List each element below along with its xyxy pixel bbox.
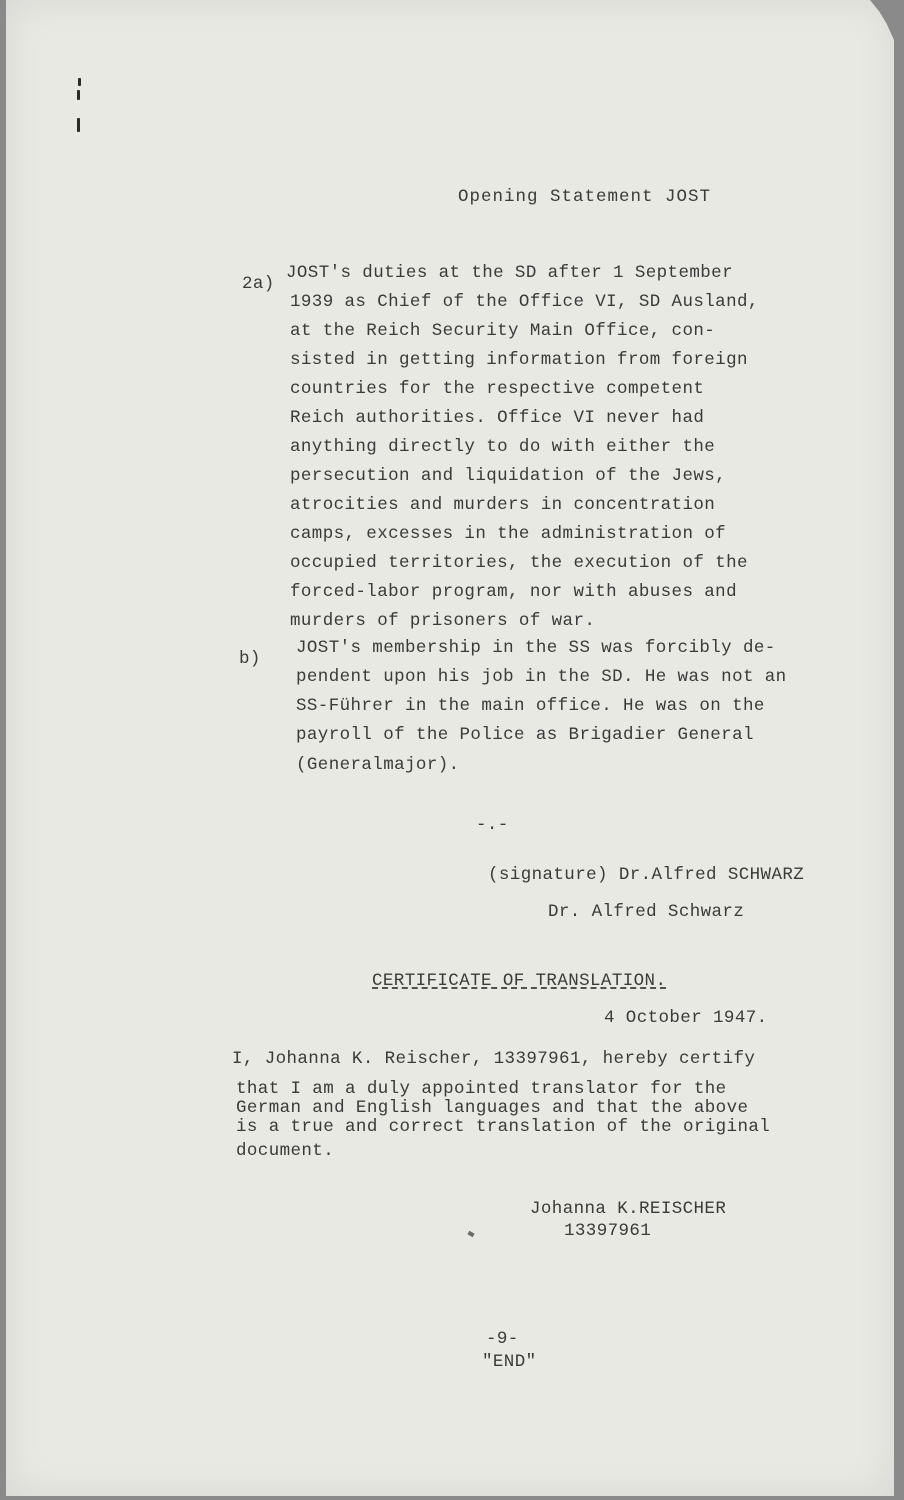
signature-name: Dr. Alfred Schwarz [548, 902, 745, 922]
hole-punch-mark [78, 78, 81, 86]
body-line: persecution and liquidation of the Jews, [290, 466, 727, 486]
body-line: anything directly to do with either the [290, 437, 716, 457]
page-number: -9- [486, 1329, 519, 1349]
body-line: occupied territories, the execution of the [290, 553, 748, 573]
ink-smudge [467, 1231, 474, 1237]
body-line: atrocities and murders in concentration [290, 495, 716, 515]
body-line: at the Reich Security Main Office, con- [290, 321, 716, 341]
translator-number: 13397961 [564, 1221, 652, 1241]
body-line: JOST's membership in the SS was forcibly de- [296, 638, 776, 658]
body-line: sisted in getting information from foreign [290, 350, 748, 370]
body-line: (Generalmajor). [296, 755, 460, 775]
section-a-label: 2a) [242, 274, 275, 294]
section-separator: -.- [476, 815, 509, 835]
body-line: countries for the respective competent [290, 379, 705, 399]
translator-name: Johanna K.REISCHER [530, 1199, 727, 1219]
document-page [6, 0, 894, 1496]
certificate-line: is a true and correct translation of the original [236, 1117, 771, 1137]
end-mark: "END" [482, 1352, 537, 1372]
certificate-line: document. [236, 1141, 335, 1161]
certificate-date: 4 October 1947. [604, 1008, 768, 1028]
body-line: forced-labor program, nor with abuses and [290, 582, 737, 602]
body-line: payroll of the Police as Brigadier General [296, 725, 754, 745]
certificate-line: German and English languages and that the above [236, 1098, 749, 1118]
body-line: JOST's duties at the SD after 1 September [286, 263, 733, 283]
body-line: murders of prisoners of war. [290, 611, 596, 631]
body-line: Reich authorities. Office VI never had [290, 408, 705, 428]
body-line: camps, excesses in the administration of [290, 524, 727, 544]
certificate-heading: CERTIFICATE OF TRANSLATION. [372, 971, 667, 991]
certificate-line: that I am a duly appointed translator for the [236, 1079, 727, 1099]
document-title: Opening Statement JOST [458, 187, 712, 207]
body-line: 1939 as Chief of the Office VI, SD Ausland, [290, 292, 759, 312]
section-b-label: b) [239, 649, 261, 669]
body-line: pendent upon his job in the SD. He was not an [296, 667, 787, 687]
torn-corner [870, 0, 894, 40]
signature-line: (signature) Dr.Alfred SCHWARZ [488, 865, 805, 885]
body-line: SS-Führer in the main office. He was on the [296, 696, 765, 716]
certificate-line: I, Johanna K. Reischer, 13397961, hereby certify [232, 1049, 756, 1069]
hole-punch-mark [77, 118, 80, 132]
hole-punch-mark [77, 90, 80, 100]
